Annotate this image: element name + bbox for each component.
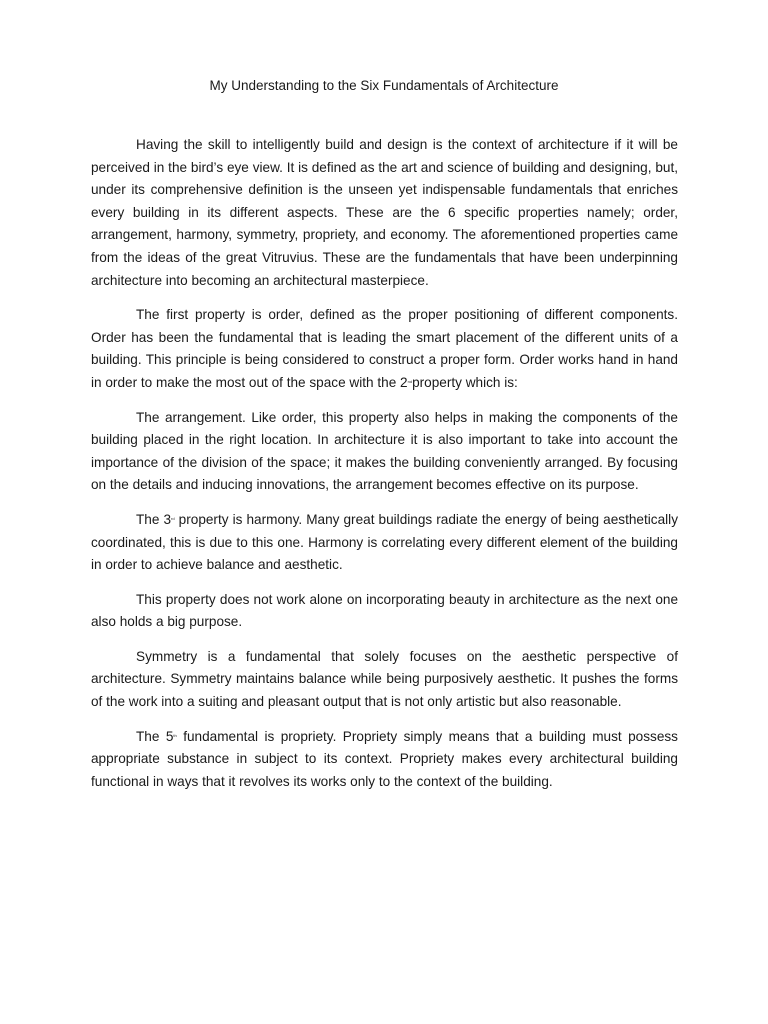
ordinal-suffix: th: [173, 732, 177, 738]
paragraph-text-end: property which is:: [412, 374, 518, 390]
paragraph-symmetry: [91, 646, 678, 714]
paragraph-text-end: fundamental is propriety. Propriety simply means that a building must possess appropriate substance in subject to its context. Propriety makes every architectural building functional in ways that it revolves its works only to the context of the building.: [91, 728, 678, 789]
paragraph-text-end: property is harmony. Many great buildings radiate the energy of being aesthetically coordinated, this is due to this one. Harmony is correlating every different element of the building in order to achieve balance and aesthetic.: [91, 511, 678, 573]
paragraph-text: The arrangement. Like order, this property also helps in making the components of the building placed in the right location. In architecture it is also important to take into account the importance of the division of the space; it makes the building conveniently arranged. By focusing on the details and inducing innovations, the arrangement becomes effective on its purpose.: [91, 409, 678, 493]
paragraph-arrangement: [91, 407, 678, 497]
paragraph-transition: [91, 589, 678, 634]
paragraph-text-start: The first property is order, defined as the proper positioning of different components. Order has been the fundamental that is leading the smart placement of the different units of a building. This principle is being considered to construct a proper form. Order works hand in hand in order to make the most out of the space with the 2: [91, 307, 678, 390]
paragraph-text-start: The 3: [136, 511, 172, 527]
paragraph-text: This property does not work alone on incorporating beauty in architecture as the next one also holds a big purpose.: [91, 591, 678, 630]
document-body: [91, 134, 678, 793]
ordinal-suffix: nd: [407, 378, 413, 384]
paragraph-text: Having the skill to intelligently build and design is the context of architecture if it will be perceived in the bird’s eye view. It is defined as the art and science of building and designing, but, under its comprehensive definition is the unseen yet indispensable fundamentals that enriches every building in its different aspects. These are the 6 specific properties namely; order, arrangement, harmony, symmetry, propriety, and economy. The aforementioned properties came from the ideas of the great Vitruvius. These are the fundamentals that have been underpinning architecture into becoming an architectural masterpiece.: [91, 137, 678, 288]
paragraph-text-start: The 5: [136, 728, 174, 744]
document-title: My Understanding to the Six Fundamentals of Architecture: [209, 78, 559, 93]
paragraph-order: [91, 304, 678, 394]
paragraph-harmony: [91, 509, 678, 577]
paragraph-propriety: [91, 726, 678, 794]
paragraph-text: Symmetry is a fundamental that solely focuses on the aesthetic perspective of architecture. Symmetry maintains balance while being purposively aesthetic. It pushes the forms of the work into a suiting and pleasant output that is not only artistic but also reasonable.: [91, 648, 678, 710]
ordinal-suffix: rd: [171, 515, 175, 521]
paragraph-introduction: [91, 134, 678, 292]
